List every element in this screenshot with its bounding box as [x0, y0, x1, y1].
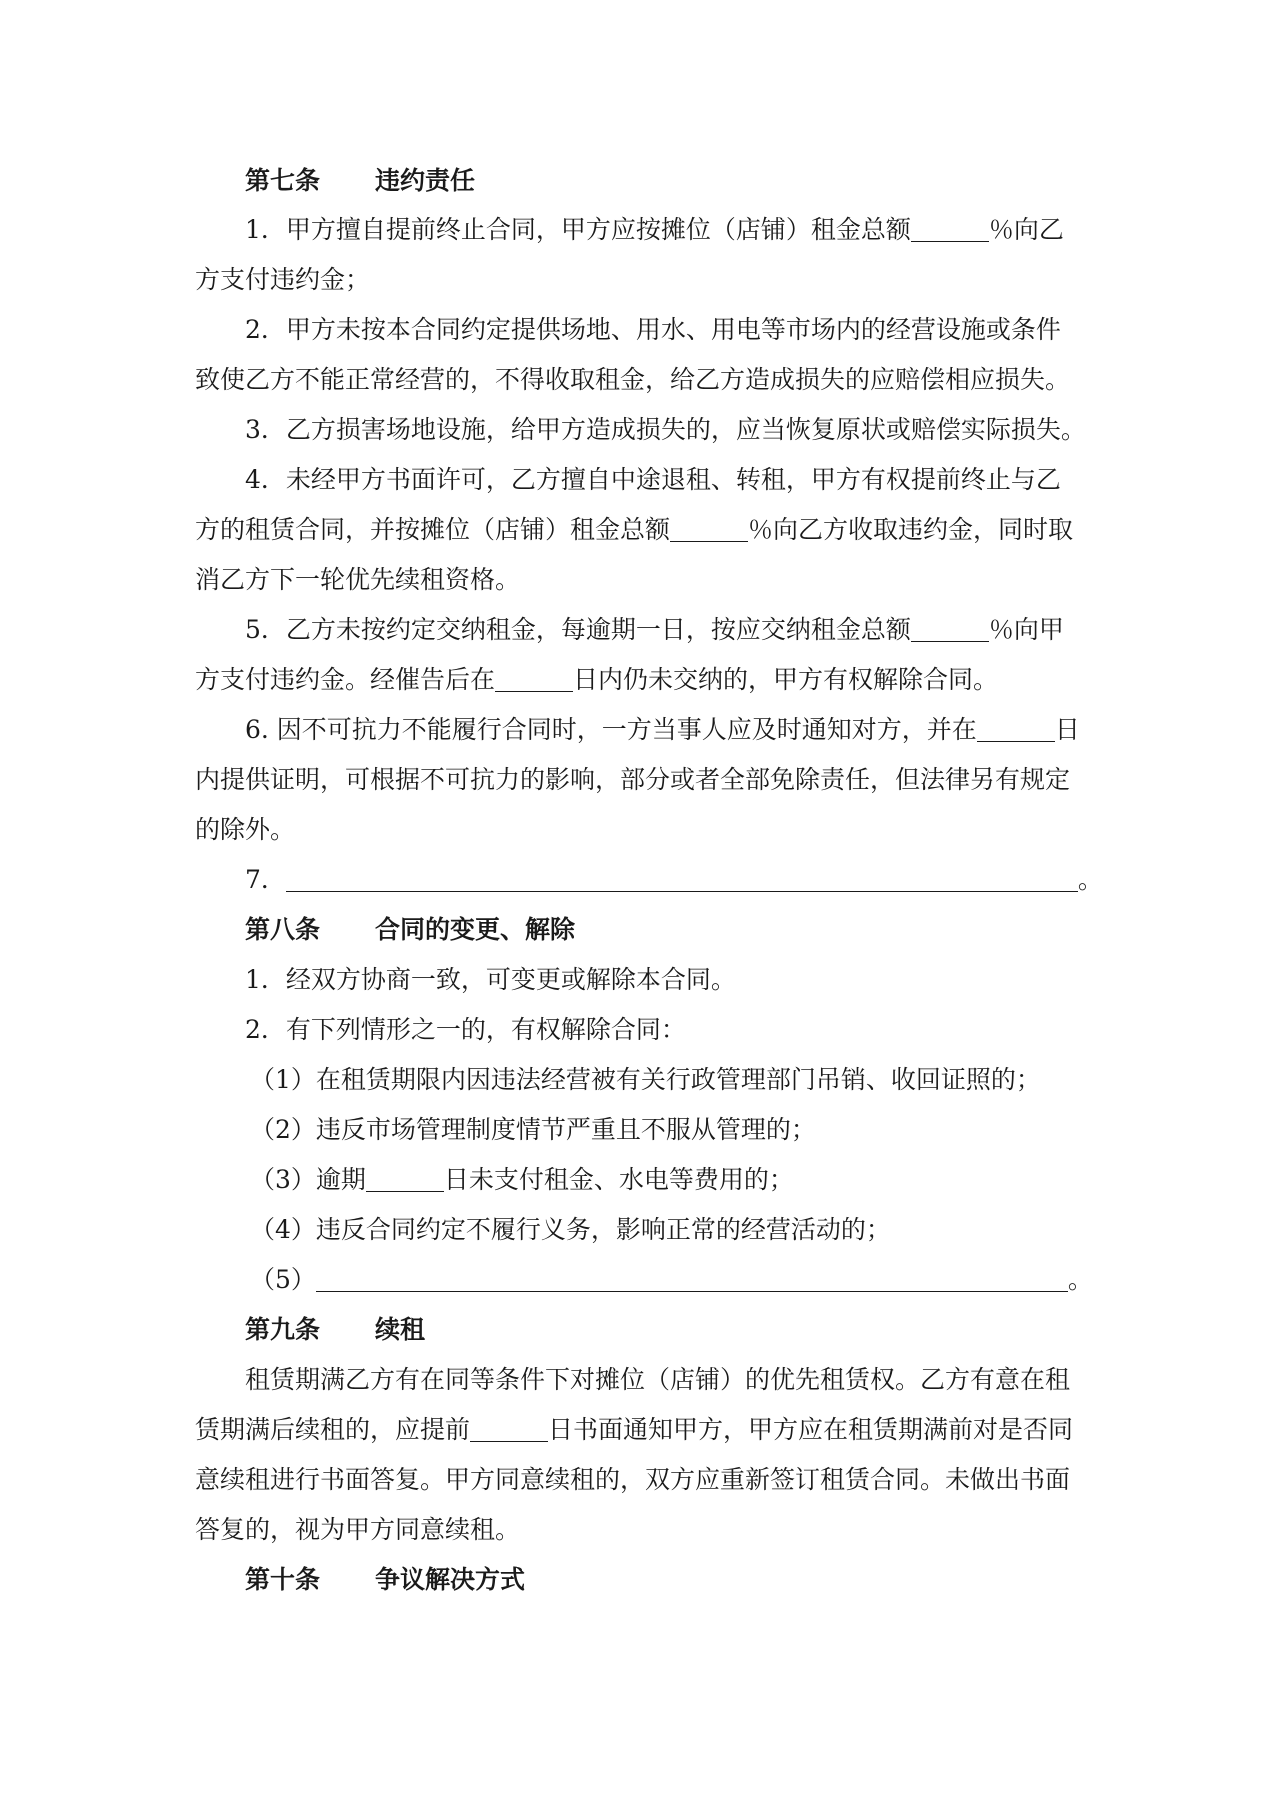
article-7-item-3: 3．乙方损害场地设施，给甲方造成损失的，应当恢复原状或赔偿实际损失。: [245, 415, 1086, 444]
article-8-item-1: 1．经双方协商一致，可变更或解除本合同。: [245, 965, 736, 994]
article-8-sub-2: （2）违反市场管理制度情节严重且不服从管理的；: [250, 1115, 816, 1144]
article-8-sub-1: （1）在租赁期限内因违法经营被有关行政管理部门吊销、收回证照的；: [250, 1065, 1041, 1094]
article-7-heading: [245, 165, 1095, 197]
article-9-paragraph-line-4: 答复的，视为甲方同意续租。: [195, 1515, 521, 1544]
article-8-heading: [245, 914, 1095, 946]
article-7-item-5-line-1: 5．乙方未按约定交纳租金，每逾期一日，按应交纳租金总额 ％向甲: [245, 615, 1064, 644]
article-9-paragraph-line-2: 赁期满后续租的，应提前 日书面通知甲方，甲方应在租赁期满前对是否同: [195, 1415, 1074, 1444]
article-8-title: 合同的变更、解除: [375, 915, 576, 944]
article-10-heading: [245, 1564, 1095, 1596]
article-7-item-2-line-1: 2．甲方未按本合同约定提供场地、用水、用电等市场内的经营设施或条件: [245, 315, 1061, 344]
article-9-title: 续租: [375, 1315, 426, 1344]
article-7-item-5-line-2: 方支付违约金。经催告后在 日内仍未交纳的，甲方有权解除合同。: [195, 665, 999, 694]
article-8-sub-5: （5） 。: [250, 1265, 1093, 1294]
fill-blank[interactable]: [977, 715, 1055, 742]
fill-blank-long[interactable]: [286, 865, 1078, 892]
article-7-item-6-line-1: 6. 因不可抗力不能履行合同时，一方当事人应及时通知对方，并在 日: [245, 715, 1080, 744]
fill-blank[interactable]: [670, 515, 748, 542]
article-7-number: 第七条: [245, 166, 321, 195]
article-8-sub-4: （4）违反合同约定不履行义务，影响正常的经营活动的；: [250, 1215, 891, 1244]
article-9-paragraph-line-1: 租赁期满乙方有在同等条件下对摊位（店铺）的优先租赁权。乙方有意在租: [245, 1365, 1071, 1394]
fill-blank-long[interactable]: [316, 1265, 1068, 1292]
fill-blank[interactable]: [911, 615, 989, 642]
article-7-item-1-line-2: 方支付违约金；: [195, 265, 371, 294]
article-7-item-4-line-3: 消乙方下一轮优先续租资格。: [195, 565, 521, 594]
article-7-title: 违约责任: [375, 166, 476, 195]
article-8-sub-3: （3）逾期 日未支付租金、水电等费用的；: [250, 1165, 794, 1194]
article-7-item-6-line-2: 内提供证明，可根据不可抗力的影响，部分或者全部免除责任，但法律另有规定: [195, 765, 1071, 794]
article-7-item-2-line-2: 致使乙方不能正常经营的，不得收取租金，给乙方造成损失的应赔偿相应损失。: [195, 365, 1071, 394]
article-9-heading: [245, 1314, 1095, 1346]
article-9-number: 第九条: [245, 1315, 321, 1344]
article-7-item-6-line-3: 的除外。: [195, 815, 296, 844]
fill-blank[interactable]: [366, 1165, 444, 1192]
article-7-item-1-line-1: 1．甲方擅自提前终止合同，甲方应按摊位（店铺）租金总额 ％向乙: [245, 215, 1064, 244]
article-8-item-2: 2．有下列情形之一的，有权解除合同：: [245, 1015, 686, 1044]
article-8-number: 第八条: [245, 915, 321, 944]
article-9-paragraph-line-3: 意续租进行书面答复。甲方同意续租的，双方应重新签订租赁合同。未做出书面: [195, 1465, 1071, 1494]
fill-blank[interactable]: [495, 665, 573, 692]
article-10-number: 第十条: [245, 1565, 321, 1594]
article-7-item-4-line-1: 4．未经甲方书面许可，乙方擅自中途退租、转租，甲方有权提前终止与乙: [245, 465, 1061, 494]
article-10-title: 争议解决方式: [375, 1565, 526, 1594]
article-7-item-7: 7． 。: [245, 865, 1103, 894]
fill-blank[interactable]: [470, 1415, 548, 1442]
article-7-item-4-line-2: 方的租赁合同，并按摊位（店铺）租金总额 ％向乙方收取违约金，同时取: [195, 515, 1074, 544]
fill-blank[interactable]: [911, 215, 989, 242]
